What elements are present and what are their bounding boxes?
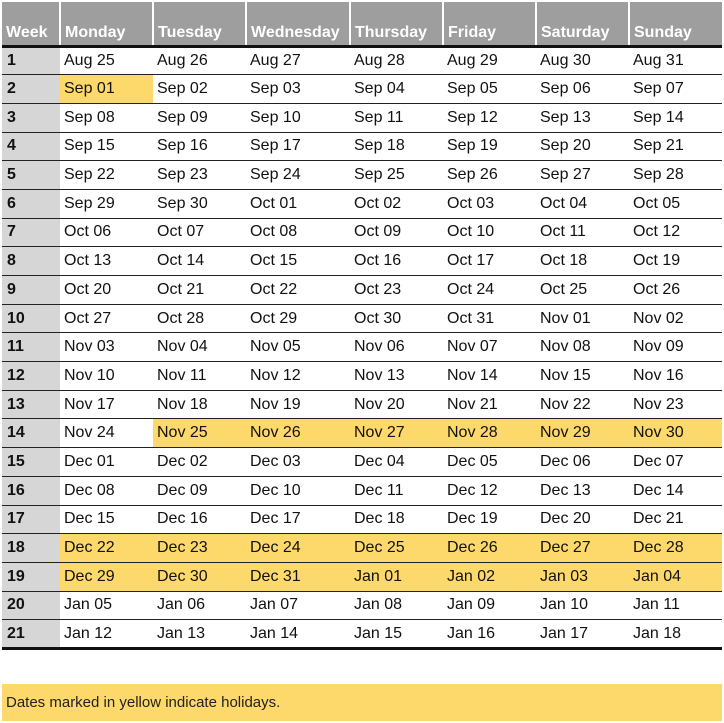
date-cell-monday: Sep 22 bbox=[60, 161, 153, 190]
date-cell-friday: Oct 17 bbox=[443, 247, 536, 276]
date-cell-wednesday: Oct 15 bbox=[246, 247, 350, 276]
date-cell-sunday: Oct 12 bbox=[629, 218, 722, 247]
week-row bbox=[2, 276, 722, 305]
holiday-date-cell: Jan 04 bbox=[629, 562, 722, 591]
date-cell-thursday: Oct 02 bbox=[350, 189, 443, 218]
date-cell-tuesday: Sep 16 bbox=[153, 132, 246, 161]
holiday-legend-note: Dates marked in yellow indicate holidays. bbox=[2, 684, 722, 721]
week-row bbox=[2, 189, 722, 218]
week-row bbox=[2, 562, 722, 591]
date-cell-monday: Oct 27 bbox=[60, 304, 153, 333]
column-header-friday: Friday bbox=[443, 2, 536, 46]
date-cell-saturday: Dec 13 bbox=[536, 476, 629, 505]
date-cell-saturday: Nov 22 bbox=[536, 390, 629, 419]
date-cell-friday: Oct 31 bbox=[443, 304, 536, 333]
date-cell-friday: Sep 05 bbox=[443, 75, 536, 104]
date-cell-wednesday: Oct 22 bbox=[246, 276, 350, 305]
week-row bbox=[2, 591, 722, 620]
date-cell-tuesday: Nov 18 bbox=[153, 390, 246, 419]
week-row bbox=[2, 419, 722, 448]
date-cell-monday: Nov 03 bbox=[60, 333, 153, 362]
date-cell-wednesday: Sep 10 bbox=[246, 103, 350, 132]
date-cell-tuesday: Oct 28 bbox=[153, 304, 246, 333]
date-cell-wednesday: Nov 05 bbox=[246, 333, 350, 362]
date-cell-tuesday: Nov 11 bbox=[153, 362, 246, 391]
date-cell-sunday: Oct 26 bbox=[629, 276, 722, 305]
date-cell-friday: Oct 10 bbox=[443, 218, 536, 247]
week-row bbox=[2, 46, 722, 75]
week-number: 15 bbox=[2, 448, 60, 477]
date-cell-friday: Jan 09 bbox=[443, 591, 536, 620]
date-cell-tuesday: Sep 30 bbox=[153, 189, 246, 218]
week-row bbox=[2, 476, 722, 505]
date-cell-thursday: Jan 15 bbox=[350, 620, 443, 649]
holiday-date-cell: Dec 26 bbox=[443, 534, 536, 563]
date-cell-thursday: Oct 09 bbox=[350, 218, 443, 247]
date-cell-tuesday: Sep 23 bbox=[153, 161, 246, 190]
date-cell-friday: Aug 29 bbox=[443, 46, 536, 75]
date-cell-thursday: Oct 23 bbox=[350, 276, 443, 305]
column-header-thursday: Thursday bbox=[350, 2, 443, 46]
week-row bbox=[2, 75, 722, 104]
week-number: 10 bbox=[2, 304, 60, 333]
column-header-saturday: Saturday bbox=[536, 2, 629, 46]
date-cell-sunday: Sep 21 bbox=[629, 132, 722, 161]
date-cell-tuesday: Sep 02 bbox=[153, 75, 246, 104]
date-cell-tuesday: Nov 04 bbox=[153, 333, 246, 362]
date-cell-saturday: Nov 01 bbox=[536, 304, 629, 333]
date-cell-thursday: Sep 18 bbox=[350, 132, 443, 161]
date-cell-sunday: Sep 14 bbox=[629, 103, 722, 132]
date-cell-sunday: Nov 02 bbox=[629, 304, 722, 333]
date-cell-thursday: Aug 28 bbox=[350, 46, 443, 75]
week-number: 2 bbox=[2, 75, 60, 104]
date-cell-saturday: Jan 17 bbox=[536, 620, 629, 649]
week-row bbox=[2, 505, 722, 534]
week-row bbox=[2, 218, 722, 247]
date-cell-friday: Sep 26 bbox=[443, 161, 536, 190]
date-cell-wednesday: Nov 19 bbox=[246, 390, 350, 419]
date-cell-friday: Oct 24 bbox=[443, 276, 536, 305]
week-row bbox=[2, 132, 722, 161]
holiday-date-cell: Nov 29 bbox=[536, 419, 629, 448]
date-cell-tuesday: Oct 21 bbox=[153, 276, 246, 305]
date-cell-thursday: Nov 13 bbox=[350, 362, 443, 391]
week-number: 12 bbox=[2, 362, 60, 391]
week-number: 21 bbox=[2, 620, 60, 649]
date-cell-thursday: Oct 30 bbox=[350, 304, 443, 333]
column-header-monday: Monday bbox=[60, 2, 153, 46]
date-cell-friday: Jan 16 bbox=[443, 620, 536, 649]
date-cell-tuesday: Dec 16 bbox=[153, 505, 246, 534]
holiday-date-cell: Dec 24 bbox=[246, 534, 350, 563]
date-cell-saturday: Sep 20 bbox=[536, 132, 629, 161]
week-number: 9 bbox=[2, 276, 60, 305]
date-cell-saturday: Dec 20 bbox=[536, 505, 629, 534]
date-cell-saturday: Dec 06 bbox=[536, 448, 629, 477]
date-cell-sunday: Dec 14 bbox=[629, 476, 722, 505]
date-cell-saturday: Jan 10 bbox=[536, 591, 629, 620]
week-number: 3 bbox=[2, 103, 60, 132]
date-cell-friday: Dec 05 bbox=[443, 448, 536, 477]
date-cell-saturday: Oct 25 bbox=[536, 276, 629, 305]
date-cell-monday: Dec 08 bbox=[60, 476, 153, 505]
date-cell-saturday: Oct 11 bbox=[536, 218, 629, 247]
holiday-date-cell: Dec 31 bbox=[246, 562, 350, 591]
week-number: 7 bbox=[2, 218, 60, 247]
date-cell-sunday: Sep 28 bbox=[629, 161, 722, 190]
date-cell-sunday: Nov 23 bbox=[629, 390, 722, 419]
date-cell-thursday: Oct 16 bbox=[350, 247, 443, 276]
column-header-week: Week bbox=[2, 2, 60, 46]
date-cell-monday: Oct 06 bbox=[60, 218, 153, 247]
date-cell-thursday: Sep 11 bbox=[350, 103, 443, 132]
date-cell-monday: Oct 13 bbox=[60, 247, 153, 276]
week-number: 5 bbox=[2, 161, 60, 190]
date-cell-saturday: Sep 13 bbox=[536, 103, 629, 132]
date-cell-wednesday: Oct 01 bbox=[246, 189, 350, 218]
holiday-date-cell: Jan 02 bbox=[443, 562, 536, 591]
date-cell-friday: Dec 19 bbox=[443, 505, 536, 534]
calendar-body bbox=[2, 46, 722, 648]
date-cell-friday: Nov 14 bbox=[443, 362, 536, 391]
date-cell-thursday: Dec 18 bbox=[350, 505, 443, 534]
column-header-tuesday: Tuesday bbox=[153, 2, 246, 46]
date-cell-monday: Nov 10 bbox=[60, 362, 153, 391]
date-cell-sunday: Aug 31 bbox=[629, 46, 722, 75]
date-cell-sunday: Jan 18 bbox=[629, 620, 722, 649]
holiday-date-cell: Dec 23 bbox=[153, 534, 246, 563]
calendar-table bbox=[2, 2, 722, 650]
week-row bbox=[2, 390, 722, 419]
date-cell-tuesday: Dec 09 bbox=[153, 476, 246, 505]
date-cell-friday: Sep 19 bbox=[443, 132, 536, 161]
date-cell-monday: Jan 05 bbox=[60, 591, 153, 620]
date-cell-tuesday: Oct 07 bbox=[153, 218, 246, 247]
date-cell-thursday: Sep 25 bbox=[350, 161, 443, 190]
date-cell-wednesday: Sep 24 bbox=[246, 161, 350, 190]
date-cell-thursday: Nov 06 bbox=[350, 333, 443, 362]
date-cell-saturday: Oct 18 bbox=[536, 247, 629, 276]
date-cell-thursday: Dec 04 bbox=[350, 448, 443, 477]
holiday-date-cell: Nov 30 bbox=[629, 419, 722, 448]
date-cell-monday: Dec 15 bbox=[60, 505, 153, 534]
date-cell-wednesday: Dec 17 bbox=[246, 505, 350, 534]
holiday-date-cell: Nov 25 bbox=[153, 419, 246, 448]
week-row bbox=[2, 534, 722, 563]
date-cell-wednesday: Jan 07 bbox=[246, 591, 350, 620]
holiday-date-cell: Jan 01 bbox=[350, 562, 443, 591]
date-cell-monday: Sep 15 bbox=[60, 132, 153, 161]
date-cell-wednesday: Sep 03 bbox=[246, 75, 350, 104]
date-cell-tuesday: Jan 13 bbox=[153, 620, 246, 649]
holiday-date-cell: Dec 22 bbox=[60, 534, 153, 563]
date-cell-tuesday: Oct 14 bbox=[153, 247, 246, 276]
date-cell-sunday: Nov 09 bbox=[629, 333, 722, 362]
date-cell-monday: Aug 25 bbox=[60, 46, 153, 75]
date-cell-thursday: Nov 20 bbox=[350, 390, 443, 419]
week-number: 1 bbox=[2, 46, 60, 75]
date-cell-monday: Nov 17 bbox=[60, 390, 153, 419]
date-cell-wednesday: Oct 08 bbox=[246, 218, 350, 247]
week-row bbox=[2, 247, 722, 276]
date-cell-wednesday: Dec 10 bbox=[246, 476, 350, 505]
week-row bbox=[2, 620, 722, 649]
date-cell-sunday: Dec 21 bbox=[629, 505, 722, 534]
date-cell-saturday: Nov 15 bbox=[536, 362, 629, 391]
date-cell-wednesday: Nov 12 bbox=[246, 362, 350, 391]
date-cell-sunday: Sep 07 bbox=[629, 75, 722, 104]
week-row bbox=[2, 103, 722, 132]
date-cell-wednesday: Oct 29 bbox=[246, 304, 350, 333]
date-cell-wednesday: Sep 17 bbox=[246, 132, 350, 161]
date-cell-friday: Dec 12 bbox=[443, 476, 536, 505]
holiday-date-cell: Nov 26 bbox=[246, 419, 350, 448]
week-number: 14 bbox=[2, 419, 60, 448]
week-row bbox=[2, 304, 722, 333]
date-cell-tuesday: Jan 06 bbox=[153, 591, 246, 620]
holiday-date-cell: Dec 28 bbox=[629, 534, 722, 563]
date-cell-monday: Sep 08 bbox=[60, 103, 153, 132]
holiday-date-cell: Dec 27 bbox=[536, 534, 629, 563]
week-number: 6 bbox=[2, 189, 60, 218]
week-number: 20 bbox=[2, 591, 60, 620]
date-cell-saturday: Oct 04 bbox=[536, 189, 629, 218]
date-cell-monday: Oct 20 bbox=[60, 276, 153, 305]
week-row bbox=[2, 448, 722, 477]
header-row bbox=[2, 2, 722, 46]
holiday-date-cell: Jan 03 bbox=[536, 562, 629, 591]
date-cell-monday: Nov 24 bbox=[60, 419, 153, 448]
date-cell-thursday: Sep 04 bbox=[350, 75, 443, 104]
week-row bbox=[2, 333, 722, 362]
holiday-date-cell: Dec 30 bbox=[153, 562, 246, 591]
date-cell-saturday: Sep 27 bbox=[536, 161, 629, 190]
date-cell-wednesday: Aug 27 bbox=[246, 46, 350, 75]
week-number: 19 bbox=[2, 562, 60, 591]
column-header-sunday: Sunday bbox=[629, 2, 722, 46]
date-cell-monday: Dec 01 bbox=[60, 448, 153, 477]
column-header-wednesday: Wednesday bbox=[246, 2, 350, 46]
holiday-date-cell: Dec 29 bbox=[60, 562, 153, 591]
holiday-date-cell: Sep 01 bbox=[60, 75, 153, 104]
date-cell-monday: Jan 12 bbox=[60, 620, 153, 649]
date-cell-friday: Nov 07 bbox=[443, 333, 536, 362]
holiday-date-cell: Dec 25 bbox=[350, 534, 443, 563]
week-number: 16 bbox=[2, 476, 60, 505]
date-cell-tuesday: Sep 09 bbox=[153, 103, 246, 132]
date-cell-tuesday: Aug 26 bbox=[153, 46, 246, 75]
week-number: 4 bbox=[2, 132, 60, 161]
date-cell-sunday: Oct 05 bbox=[629, 189, 722, 218]
date-cell-wednesday: Dec 03 bbox=[246, 448, 350, 477]
date-cell-friday: Oct 03 bbox=[443, 189, 536, 218]
date-cell-wednesday: Jan 14 bbox=[246, 620, 350, 649]
date-cell-friday: Nov 21 bbox=[443, 390, 536, 419]
date-cell-monday: Sep 29 bbox=[60, 189, 153, 218]
date-cell-saturday: Aug 30 bbox=[536, 46, 629, 75]
holiday-date-cell: Nov 27 bbox=[350, 419, 443, 448]
date-cell-sunday: Nov 16 bbox=[629, 362, 722, 391]
date-cell-saturday: Sep 06 bbox=[536, 75, 629, 104]
week-row bbox=[2, 362, 722, 391]
week-row bbox=[2, 161, 722, 190]
week-number: 11 bbox=[2, 333, 60, 362]
date-cell-sunday: Oct 19 bbox=[629, 247, 722, 276]
week-number: 17 bbox=[2, 505, 60, 534]
date-cell-saturday: Nov 08 bbox=[536, 333, 629, 362]
date-cell-thursday: Jan 08 bbox=[350, 591, 443, 620]
date-cell-sunday: Dec 07 bbox=[629, 448, 722, 477]
holiday-date-cell: Nov 28 bbox=[443, 419, 536, 448]
week-number: 13 bbox=[2, 390, 60, 419]
week-number: 8 bbox=[2, 247, 60, 276]
date-cell-sunday: Jan 11 bbox=[629, 591, 722, 620]
date-cell-friday: Sep 12 bbox=[443, 103, 536, 132]
date-cell-thursday: Dec 11 bbox=[350, 476, 443, 505]
week-number: 18 bbox=[2, 534, 60, 563]
date-cell-tuesday: Dec 02 bbox=[153, 448, 246, 477]
